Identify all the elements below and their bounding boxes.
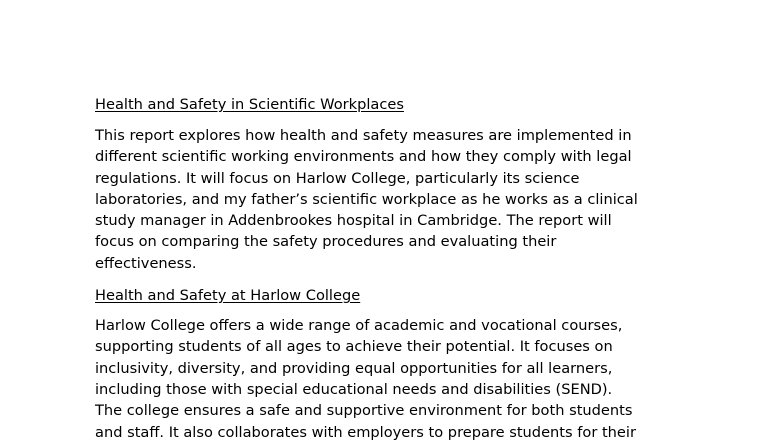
paragraph-line: This report explores how health and safety measures are implemented in — [95, 127, 632, 144]
paragraph-line: study manager in Addenbrookes hospital in Cambridge. The report will — [95, 212, 612, 230]
paragraph-line: laboratories, and my father’s scientific workplace as he works as a clinical — [95, 190, 638, 208]
section-heading-scientific-workplaces: Health and Safety in Scientific Workplaces — [95, 96, 404, 113]
paragraph-line: The college ensures a safe and supportive environment for both students — [95, 402, 633, 420]
intro-paragraph — [95, 125, 735, 274]
paragraph-line: Harlow College offers a wide range of academic and vocational courses, — [95, 317, 623, 335]
paragraph-line: and staff. It also collaborates with employers to prepare students for their — [95, 423, 636, 441]
paragraph-line: supporting students of all ages to achieve their potential. It focuses on — [95, 338, 613, 356]
harlow-college-paragraph — [95, 315, 735, 441]
section-heading-harlow-college: Health and Safety at Harlow College — [95, 287, 361, 305]
paragraph-line: effectiveness. — [95, 254, 197, 272]
paragraph-line: focus on comparing the safety procedures and evaluating their — [95, 233, 557, 251]
paragraph-line: regulations. It will focus on Harlow College, particularly its science — [95, 169, 580, 187]
paragraph-line: including those with special educational needs and disabilities (SEND). — [95, 380, 613, 398]
paragraph-line: inclusivity, diversity, and providing equal opportunities for all learners, — [95, 359, 613, 377]
document-body — [95, 94, 735, 441]
paragraph-line: different scientific working environments and how they comply with legal — [95, 148, 632, 166]
